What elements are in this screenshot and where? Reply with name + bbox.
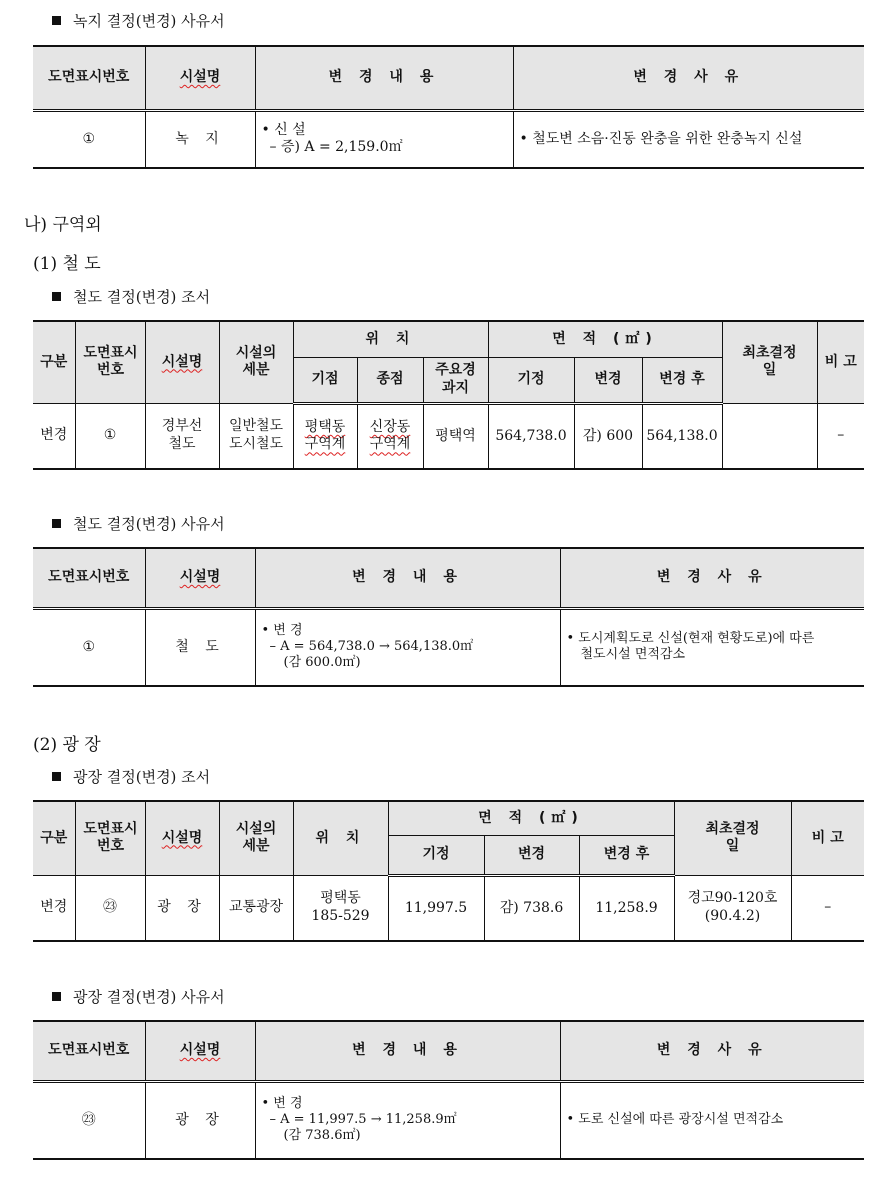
section-title-plaza-reason: 광장 결정(변경) 사유서 xyxy=(52,986,225,1007)
heading-outside: 나) 구역외 xyxy=(24,215,102,235)
table-row: 변경 ㉓ 광 장 교통광장 평택동185-529 11,997.5 감) 738.6 11,258.9 경고90-120호(90.4.2) – xyxy=(33,875,864,941)
green-reason-table: 도면표시번호 시설명 변 경 내 용 변 경 사 유 ① 녹 지 • 신 설 – 증) A = 2,159.0㎡ • 철도변 소음·진동 완충을 위한 완충녹지 신설 xyxy=(33,45,864,169)
section-title-rail-reason: 철도 결정(변경) 사유서 xyxy=(52,513,225,534)
rail-record-table: 구분 도면표시번호 시설명 시설의세분 위 치 면 적 (㎡) 최초결정일 비 고 기점 종점 주요경과지 기정 변경 변경 후 변경 ① 경부선철도 일반철도도시철도 평택동구역계 신장동구역계 평택역 564,738.0 감) 600 564,138.0 – xyxy=(33,320,864,470)
square-bullet-icon xyxy=(52,772,61,781)
square-bullet-icon xyxy=(52,519,61,528)
table-row: ① 철 도 • 변 경 – A = 564,738.0 → 564,138.0㎡ (감 600.0㎡) • 도시계획도로 신설(현재 현황도로)에 따른 철도시설 면적감소 xyxy=(33,608,864,686)
heading-plaza: (2) 광 장 xyxy=(33,735,101,755)
plaza-reason-table: 도면표시번호 시설명 변 경 내 용 변 경 사 유 ㉓ 광 장 • 변 경 – A = 11,997.5 → 11,258.9㎡ (감 738.6㎡) • 도로 신설에 따른 광장시설 면적감소 xyxy=(33,1020,864,1160)
plaza-record-table: 구분 도면표시번호 시설명 시설의세분 위 치 면 적 (㎡) 최초결정일 비 고 기정 변경 변경 후 변경 ㉓ 광 장 교통광장 평택동185-529 11,997.5 감) 738.6 11,258.9 경고90-120호(90.4.2) – xyxy=(33,800,864,942)
table-row: ① 녹 지 • 신 설 – 증) A = 2,159.0㎡ • 철도변 소음·진동 완충을 위한 완충녹지 신설 xyxy=(33,110,864,168)
section-title-green: 녹지 결정(변경) 사유서 xyxy=(52,10,225,31)
table-row: 변경 ① 경부선철도 일반철도도시철도 평택동구역계 신장동구역계 평택역 564,738.0 감) 600 564,138.0 – xyxy=(33,403,864,469)
section-title-plaza-record: 광장 결정(변경) 조서 xyxy=(52,766,210,787)
table-row: ㉓ 광 장 • 변 경 – A = 11,997.5 → 11,258.9㎡ (감 738.6㎡) • 도로 신설에 따른 광장시설 면적감소 xyxy=(33,1081,864,1159)
square-bullet-icon xyxy=(52,992,61,1001)
square-bullet-icon xyxy=(52,292,61,301)
section-title-rail-record: 철도 결정(변경) 조서 xyxy=(52,286,210,307)
heading-rail: (1) 철 도 xyxy=(33,254,101,274)
rail-reason-table: 도면표시번호 시설명 변 경 내 용 변 경 사 유 ① 철 도 • 변 경 – A = 564,738.0 → 564,138.0㎡ (감 600.0㎡) • 도시계획도로 신설(현재 현황도로)에 따른 철도시설 면적감소 xyxy=(33,547,864,687)
square-bullet-icon xyxy=(52,16,61,25)
